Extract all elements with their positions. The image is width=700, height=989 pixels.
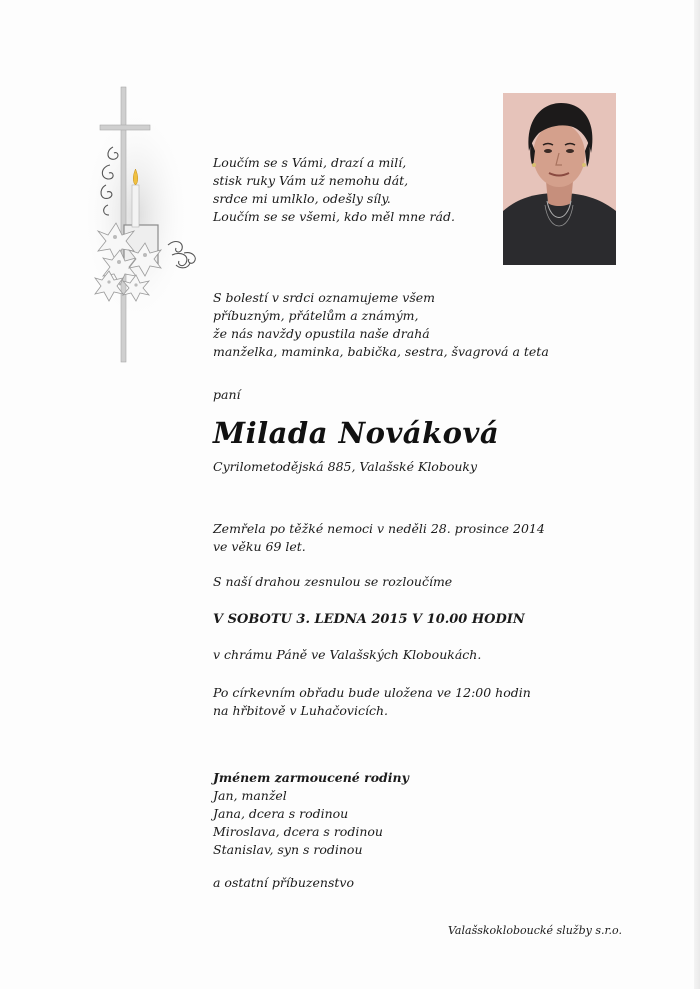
deceased-address: Cyrilometodějská 885, Valašské Klobouky <box>213 459 478 474</box>
page-edge <box>694 0 700 989</box>
announcement-line: manželka, maminka, babička, sestra, švagrová a teta <box>213 344 549 359</box>
portrait-photo <box>503 93 616 265</box>
deceased-name: Milada Nováková <box>213 416 500 450</box>
burial-line: na hřbitově v Luhačovicích. <box>213 703 388 718</box>
poem-line: srdce mi umlklo, odešly síly. <box>213 191 391 206</box>
poem-line: stisk ruky Vám už nemohu dát, <box>213 173 409 188</box>
poem-line: Loučím se se všemi, kdo měl mne rád. <box>213 209 455 224</box>
announcement <box>213 289 549 361</box>
death-notice-line: Zemřela po těžké nemoci v neděli 28. prosince 2014 <box>213 521 545 536</box>
ceremony-date: V SOBOTU 3. LEDNA 2015 V 10.00 HODIN <box>213 612 525 627</box>
family-member: Stanislav, syn s rodinou <box>213 842 363 857</box>
funeral-home-signature: Valašskokloboucké služby s.r.o. <box>448 924 622 937</box>
cross-candle-lilies-icon <box>88 85 218 370</box>
family-member: Jan, manžel <box>213 788 287 803</box>
poem-line: Loučím se s Vámi, drazí a milí, <box>213 155 407 170</box>
burial-line: Po církevním obřadu bude uložena ve 12:00 hodin <box>213 685 531 700</box>
announcement-line: že nás navždy opustila naše drahá <box>213 326 430 341</box>
announcement-line: S bolestí v srdci oznamujeme všem <box>213 290 436 305</box>
family-member: Miroslava, dcera s rodinou <box>213 824 383 839</box>
death-notice-line: ve věku 69 let. <box>213 539 306 554</box>
ceremony-place: v chrámu Páně ve Valašských Kloboukách. <box>213 647 482 662</box>
announcement-line: příbuzným, přátelům a známým, <box>213 308 419 323</box>
family-heading: Jménem zarmoucené rodiny <box>213 770 409 785</box>
other-relatives: a ostatní příbuzenstvo <box>213 875 354 890</box>
burial-info <box>213 684 531 720</box>
family-members <box>213 787 383 859</box>
honorific: paní <box>213 387 241 402</box>
poem <box>213 154 455 226</box>
death-notice <box>213 520 545 556</box>
farewell-intro: S naší drahou zesnulou se rozloučíme <box>213 574 453 589</box>
family-member: Jana, dcera s rodinou <box>213 806 349 821</box>
